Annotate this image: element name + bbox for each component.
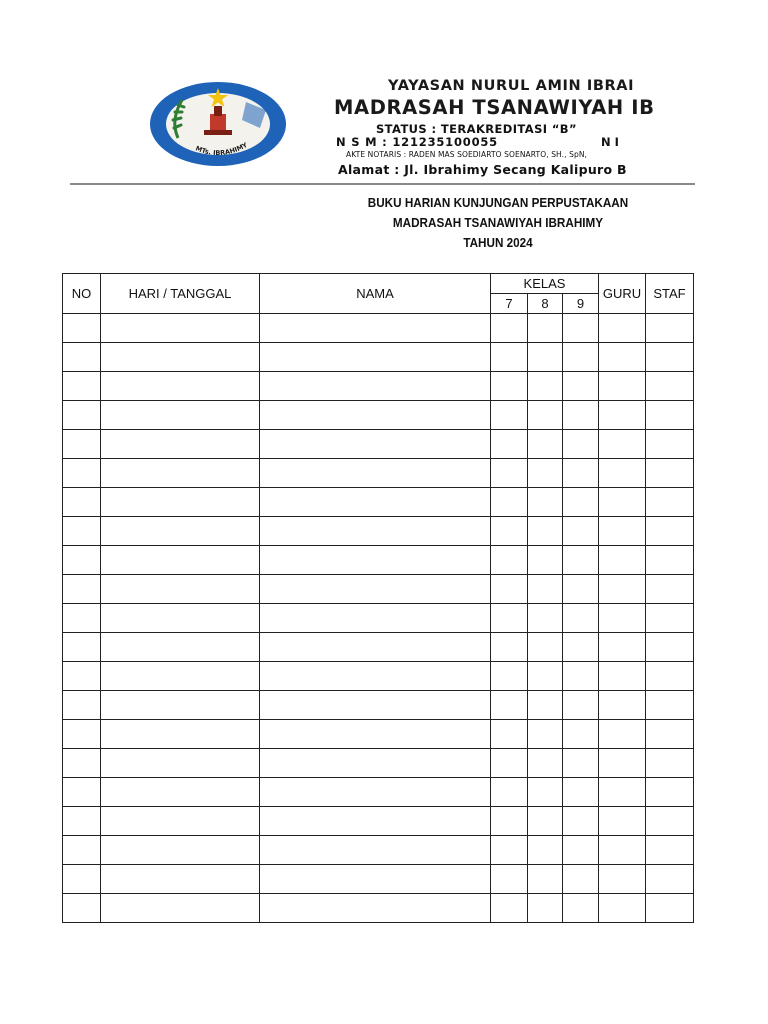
cell-teacher	[599, 894, 646, 923]
cell-class-7	[491, 894, 528, 923]
cell-class-9	[563, 720, 599, 749]
cell-class-9	[563, 778, 599, 807]
cell-no	[63, 546, 101, 575]
cell-class-9	[563, 372, 599, 401]
cell-class-9	[563, 633, 599, 662]
cell-no	[63, 894, 101, 923]
accreditation-status: STATUS : TERAKREDITASI “B”	[376, 122, 577, 136]
cell-class-8	[528, 575, 563, 604]
cell-teacher	[599, 314, 646, 343]
cell-class-8	[528, 430, 563, 459]
cell-class-8	[528, 488, 563, 517]
cell-name	[260, 372, 491, 401]
document-year: TAHUN 2024	[463, 235, 533, 250]
cell-name	[260, 488, 491, 517]
cell-class-7	[491, 372, 528, 401]
cell-name	[260, 546, 491, 575]
cell-class-8	[528, 749, 563, 778]
cell-teacher	[599, 575, 646, 604]
cell-date	[101, 633, 260, 662]
cell-teacher	[599, 633, 646, 662]
npsn-label: N I	[601, 135, 619, 149]
cell-class-7	[491, 720, 528, 749]
cell-class-7	[491, 575, 528, 604]
cell-staff	[646, 575, 694, 604]
cell-teacher	[599, 372, 646, 401]
cell-class-8	[528, 604, 563, 633]
cell-name	[260, 314, 491, 343]
cell-no	[63, 488, 101, 517]
letterhead	[68, 78, 695, 184]
cell-staff	[646, 691, 694, 720]
cell-name	[260, 575, 491, 604]
cell-no	[63, 604, 101, 633]
table-row	[63, 691, 694, 720]
cell-class-9	[563, 459, 599, 488]
cell-no	[63, 720, 101, 749]
cell-no	[63, 778, 101, 807]
table-row	[63, 488, 694, 517]
cell-teacher	[599, 807, 646, 836]
svg-text:MTs. IBRAHIMY: MTs. IBRAHIMY	[194, 140, 249, 158]
table-row	[63, 749, 694, 778]
table-row	[63, 633, 694, 662]
col-header-class-group: KELAS	[491, 274, 599, 294]
cell-date	[101, 488, 260, 517]
cell-name	[260, 691, 491, 720]
cell-staff	[646, 343, 694, 372]
cell-class-9	[563, 604, 599, 633]
school-logo	[148, 80, 288, 172]
cell-name	[260, 865, 491, 894]
col-header-no: NO	[63, 274, 101, 314]
cell-no	[63, 372, 101, 401]
cell-no	[63, 401, 101, 430]
cell-name	[260, 430, 491, 459]
cell-no	[63, 314, 101, 343]
cell-staff	[646, 517, 694, 546]
cell-name	[260, 343, 491, 372]
cell-date	[101, 459, 260, 488]
foundation-name: YAYASAN NURUL AMIN IBRAI	[388, 78, 635, 94]
cell-teacher	[599, 488, 646, 517]
cell-staff	[646, 430, 694, 459]
cell-date	[101, 807, 260, 836]
cell-name	[260, 894, 491, 923]
table-row	[63, 662, 694, 691]
cell-class-8	[528, 778, 563, 807]
cell-staff	[646, 720, 694, 749]
cell-class-7	[491, 691, 528, 720]
cell-class-8	[528, 459, 563, 488]
table-row	[63, 430, 694, 459]
cell-date	[101, 604, 260, 633]
cell-no	[63, 691, 101, 720]
cell-date	[101, 778, 260, 807]
cell-date	[101, 865, 260, 894]
cell-date	[101, 517, 260, 546]
cell-class-7	[491, 662, 528, 691]
table-row	[63, 459, 694, 488]
table-row	[63, 575, 694, 604]
col-header-class-8: 8	[528, 294, 563, 314]
nsm-number: N S M : 121235100055	[336, 135, 498, 149]
cell-name	[260, 749, 491, 778]
cell-date	[101, 836, 260, 865]
cell-date	[101, 691, 260, 720]
cell-date	[101, 720, 260, 749]
cell-class-7	[491, 836, 528, 865]
cell-teacher	[599, 604, 646, 633]
table-body	[63, 314, 694, 923]
document-title: BUKU HARIAN KUNJUNGAN PERPUSTAKAAN	[367, 195, 629, 210]
cell-no	[63, 865, 101, 894]
cell-staff	[646, 865, 694, 894]
table-row	[63, 720, 694, 749]
cell-staff	[646, 836, 694, 865]
cell-class-9	[563, 546, 599, 575]
cell-name	[260, 604, 491, 633]
cell-staff	[646, 633, 694, 662]
cell-class-8	[528, 836, 563, 865]
table-row	[63, 401, 694, 430]
cell-staff	[646, 372, 694, 401]
cell-teacher	[599, 778, 646, 807]
cell-teacher	[599, 865, 646, 894]
cell-class-9	[563, 488, 599, 517]
cell-class-8	[528, 865, 563, 894]
cell-class-7	[491, 633, 528, 662]
cell-staff	[646, 894, 694, 923]
cell-staff	[646, 604, 694, 633]
cell-class-9	[563, 749, 599, 778]
table-row	[63, 546, 694, 575]
cell-class-7	[491, 314, 528, 343]
cell-no	[63, 575, 101, 604]
cell-staff	[646, 546, 694, 575]
table-row	[63, 865, 694, 894]
col-header-staff: STAF	[646, 274, 694, 314]
cell-class-9	[563, 691, 599, 720]
cell-teacher	[599, 546, 646, 575]
document-subtitle: MADRASAH TSANAWIYAH IBRAHIMY	[392, 215, 604, 230]
cell-class-8	[528, 517, 563, 546]
cell-class-9	[563, 807, 599, 836]
cell-class-9	[563, 575, 599, 604]
cell-class-9	[563, 662, 599, 691]
cell-date	[101, 662, 260, 691]
cell-staff	[646, 488, 694, 517]
cell-date	[101, 749, 260, 778]
cell-date	[101, 546, 260, 575]
cell-name	[260, 459, 491, 488]
col-header-name: NAMA	[260, 274, 491, 314]
table-row	[63, 807, 694, 836]
col-header-class-9: 9	[563, 294, 599, 314]
cell-no	[63, 836, 101, 865]
cell-class-8	[528, 372, 563, 401]
cell-class-8	[528, 662, 563, 691]
cell-no	[63, 633, 101, 662]
cell-class-7	[491, 807, 528, 836]
cell-date	[101, 401, 260, 430]
cell-date	[101, 575, 260, 604]
cell-no	[63, 662, 101, 691]
cell-class-7	[491, 749, 528, 778]
cell-date	[101, 430, 260, 459]
cell-teacher	[599, 691, 646, 720]
cell-name	[260, 778, 491, 807]
cell-no	[63, 459, 101, 488]
cell-name	[260, 807, 491, 836]
cell-class-7	[491, 459, 528, 488]
cell-teacher	[599, 343, 646, 372]
cell-class-7	[491, 401, 528, 430]
cell-teacher	[599, 836, 646, 865]
header-row	[63, 274, 694, 294]
cell-teacher	[599, 430, 646, 459]
cell-date	[101, 314, 260, 343]
cell-teacher	[599, 662, 646, 691]
table-row	[63, 517, 694, 546]
cell-teacher	[599, 720, 646, 749]
cell-class-7	[491, 604, 528, 633]
cell-staff	[646, 778, 694, 807]
table-row	[63, 836, 694, 865]
cell-teacher	[599, 459, 646, 488]
cell-no	[63, 807, 101, 836]
notary-deed: AKTE NOTARIS : RADEN MAS SOEDIARTO SOENARTO, SH., SpN,	[346, 150, 588, 159]
cell-class-7	[491, 865, 528, 894]
table-row	[63, 778, 694, 807]
cell-staff	[646, 459, 694, 488]
cell-class-8	[528, 720, 563, 749]
document-title-block	[365, 193, 631, 253]
letterhead-divider	[70, 183, 695, 185]
cell-date	[101, 372, 260, 401]
col-header-class-7: 7	[491, 294, 528, 314]
table-row	[63, 372, 694, 401]
cell-class-7	[491, 488, 528, 517]
cell-class-7	[491, 343, 528, 372]
table-row	[63, 894, 694, 923]
cell-class-9	[563, 430, 599, 459]
cell-teacher	[599, 401, 646, 430]
cell-class-7	[491, 778, 528, 807]
cell-name	[260, 720, 491, 749]
cell-no	[63, 749, 101, 778]
cell-class-9	[563, 517, 599, 546]
cell-date	[101, 343, 260, 372]
cell-staff	[646, 662, 694, 691]
cell-no	[63, 343, 101, 372]
table-row	[63, 343, 694, 372]
visitor-log-table	[62, 273, 694, 923]
cell-name	[260, 517, 491, 546]
cell-class-8	[528, 546, 563, 575]
cell-class-9	[563, 836, 599, 865]
cell-name	[260, 662, 491, 691]
cell-class-9	[563, 401, 599, 430]
cell-class-9	[563, 894, 599, 923]
cell-class-9	[563, 343, 599, 372]
col-header-teacher: GURU	[599, 274, 646, 314]
cell-class-9	[563, 314, 599, 343]
cell-staff	[646, 807, 694, 836]
cell-class-8	[528, 633, 563, 662]
col-header-date: HARI / TANGGAL	[101, 274, 260, 314]
cell-name	[260, 401, 491, 430]
cell-staff	[646, 401, 694, 430]
table-row	[63, 314, 694, 343]
cell-class-8	[528, 807, 563, 836]
table-row	[63, 604, 694, 633]
cell-name	[260, 633, 491, 662]
cell-no	[63, 430, 101, 459]
cell-class-8	[528, 691, 563, 720]
cell-staff	[646, 314, 694, 343]
cell-class-8	[528, 343, 563, 372]
cell-class-7	[491, 430, 528, 459]
school-name: MADRASAH TSANAWIYAH IB	[334, 96, 655, 119]
cell-name	[260, 836, 491, 865]
cell-class-8	[528, 314, 563, 343]
cell-class-7	[491, 517, 528, 546]
cell-class-9	[563, 865, 599, 894]
cell-teacher	[599, 517, 646, 546]
cell-date	[101, 894, 260, 923]
cell-staff	[646, 749, 694, 778]
cell-teacher	[599, 749, 646, 778]
school-address: Alamat : Jl. Ibrahimy Secang Kalipuro B	[338, 162, 627, 177]
cell-class-8	[528, 894, 563, 923]
cell-class-7	[491, 546, 528, 575]
cell-class-8	[528, 401, 563, 430]
cell-no	[63, 517, 101, 546]
